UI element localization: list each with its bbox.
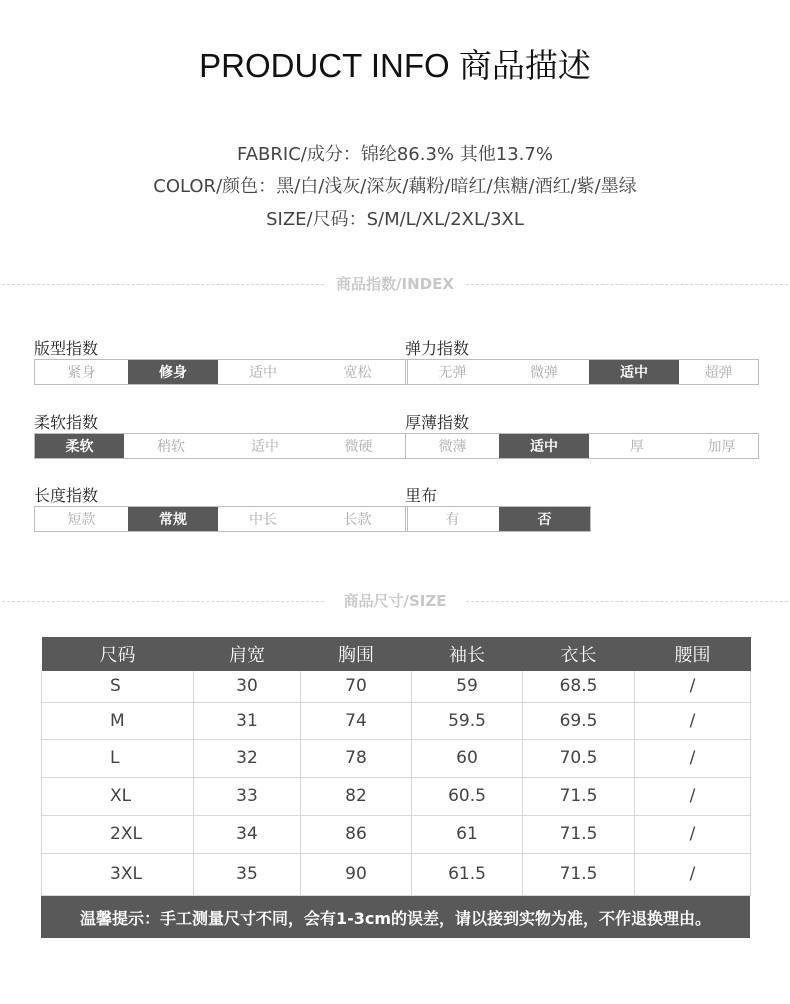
size-cell: 59 <box>412 671 523 702</box>
table-row <box>42 853 751 895</box>
size-header-cell: 肩宽 <box>194 637 301 671</box>
index-option: 无弹 <box>438 365 467 381</box>
index-option: 微薄 <box>438 439 467 455</box>
size-cell: XL <box>42 777 194 815</box>
index-scale <box>34 433 406 459</box>
size-cell: 31 <box>194 702 301 739</box>
index-option-selected: 否 <box>499 507 590 531</box>
size-cell: 71.5 <box>523 853 635 895</box>
size-info: SIZE/尺码：S/M/L/XL/2XL/3XL <box>266 209 524 230</box>
index-option: 微弹 <box>530 365 558 381</box>
size-cell: 78 <box>301 739 412 777</box>
size-cell: / <box>635 853 751 895</box>
size-cell: / <box>635 739 751 777</box>
index-option-selected: 柔软 <box>35 434 124 458</box>
index-label: 厚薄指数 <box>405 413 470 432</box>
index-section-title: 商品指数/INDEX <box>336 275 454 293</box>
index-option-selected: 适中 <box>499 434 589 458</box>
size-cell: 71.5 <box>523 777 635 815</box>
index-option: 宽松 <box>343 365 372 381</box>
size-cell: 68.5 <box>523 671 635 702</box>
fabric-info: FABRIC/成分：锦纶86.3% 其他13.7% <box>237 144 553 165</box>
index-option: 适中 <box>249 365 277 381</box>
title-english: PRODUCT INFO <box>199 47 450 84</box>
size-divider <box>0 591 790 611</box>
size-cell: 59.5 <box>412 702 523 739</box>
table-row <box>42 702 751 739</box>
index-option: 短款 <box>67 512 96 528</box>
table-row <box>42 815 751 853</box>
size-header-cell: 胸围 <box>301 637 412 671</box>
size-cell: 90 <box>301 853 412 895</box>
index-option: 加厚 <box>707 439 736 455</box>
size-cell: / <box>635 702 751 739</box>
size-cell: 35 <box>194 853 301 895</box>
index-label: 弹力指数 <box>405 339 470 358</box>
index-option: 紧身 <box>67 365 96 381</box>
table-row <box>42 671 751 702</box>
index-option-selected: 常规 <box>128 507 218 531</box>
index-label: 里布 <box>405 486 438 505</box>
size-cell: 33 <box>194 777 301 815</box>
index-label: 柔软指数 <box>34 413 99 432</box>
index-option: 有 <box>445 512 460 528</box>
size-cell: 61.5 <box>412 853 523 895</box>
size-cell: 69.5 <box>523 702 635 739</box>
measurement-tip: 温馨提示：手工测量尺寸不同，会有1-3cm的误差，请以接到实物为准，不作退换理由。 <box>41 896 750 938</box>
size-cell: 32 <box>194 739 301 777</box>
index-divider <box>0 274 790 294</box>
page-title <box>0 40 790 87</box>
size-cell: 60 <box>412 739 523 777</box>
index-scale <box>34 359 408 385</box>
size-header-cell: 衣长 <box>523 637 635 671</box>
index-option: 超弹 <box>704 365 733 381</box>
size-header-cell: 腰围 <box>635 637 751 671</box>
size-cell: / <box>635 777 751 815</box>
size-cell: 70.5 <box>523 739 635 777</box>
index-scale <box>405 359 759 385</box>
index-option-selected: 适中 <box>589 360 679 384</box>
index-scale <box>405 506 591 532</box>
index-scale <box>405 433 759 459</box>
index-label: 版型指数 <box>34 339 99 358</box>
size-header-cell: 袖长 <box>412 637 523 671</box>
size-cell: 86 <box>301 815 412 853</box>
size-cell: L <box>42 739 194 777</box>
size-cell: 82 <box>301 777 412 815</box>
size-cell: S <box>42 671 194 702</box>
table-row <box>42 777 751 815</box>
index-option: 稍软 <box>157 439 185 455</box>
table-row <box>42 739 751 777</box>
size-cell: 70 <box>301 671 412 702</box>
index-option-selected: 修身 <box>128 360 218 384</box>
size-cell: 74 <box>301 702 412 739</box>
index-option: 厚 <box>630 439 644 455</box>
index-label: 长度指数 <box>34 486 99 505</box>
size-cell: 2XL <box>42 815 194 853</box>
index-option: 适中 <box>251 439 279 455</box>
size-cell: M <box>42 702 194 739</box>
size-cell: 60.5 <box>412 777 523 815</box>
title-chinese: 商品描述 <box>458 47 591 84</box>
size-table-header <box>42 637 751 671</box>
size-cell: / <box>635 815 751 853</box>
size-cell: / <box>635 671 751 702</box>
size-cell: 61 <box>412 815 523 853</box>
size-cell: 71.5 <box>523 815 635 853</box>
size-cell: 3XL <box>42 853 194 895</box>
size-header-cell: 尺码 <box>42 637 194 671</box>
color-info: COLOR/颜色：黑/白/浅灰/深灰/藕粉/暗红/焦糖/酒红/紫/墨绿 <box>153 176 637 197</box>
index-option: 长款 <box>343 512 372 528</box>
index-option: 中长 <box>249 512 277 528</box>
size-cell: 30 <box>194 671 301 702</box>
size-section-title: 商品尺寸/SIZE <box>343 592 447 610</box>
size-table <box>41 637 751 896</box>
index-option: 微硬 <box>344 439 373 455</box>
size-cell: 34 <box>194 815 301 853</box>
index-scale <box>34 506 408 532</box>
